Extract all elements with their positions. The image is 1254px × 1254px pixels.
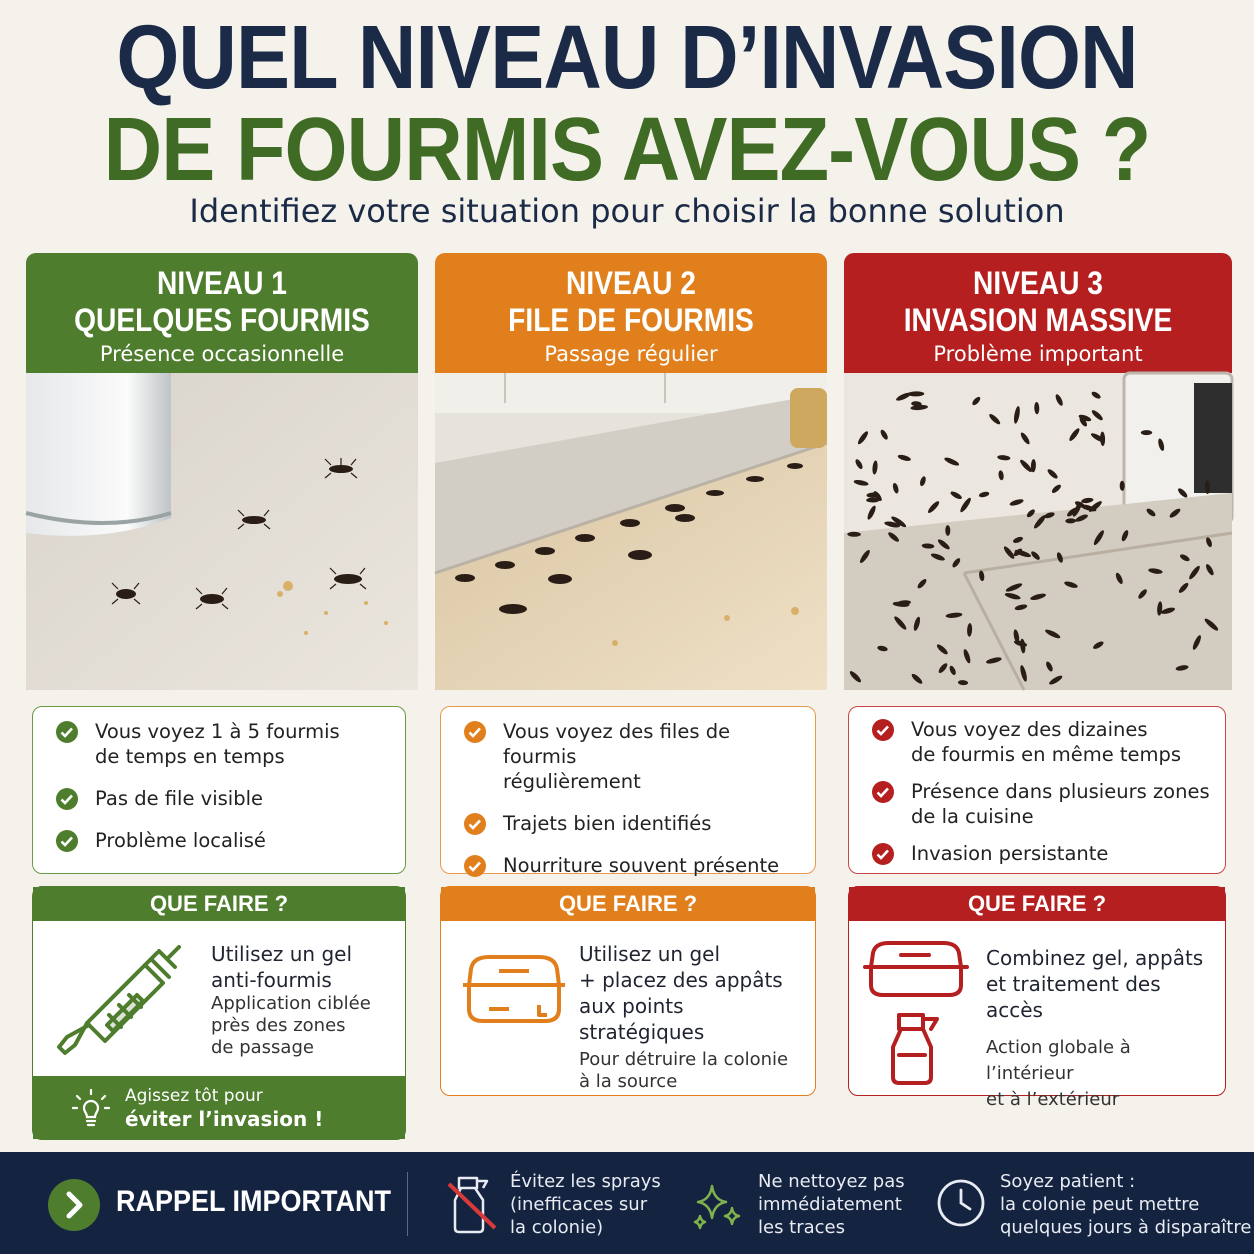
level-1-column [26, 253, 418, 1131]
title-line-1: QUEL NIVEAU D’INVASION [116, 8, 1138, 108]
check-circle-icon [871, 718, 895, 742]
todo-main: Utilisez un gel anti-fourmis [211, 942, 352, 992]
level-2-checklist [440, 706, 816, 877]
check-text: Invasion persistante [911, 842, 1109, 865]
check-circle-icon [55, 829, 79, 853]
check-text: Trajets bien identifiés [503, 812, 712, 835]
check-circle-icon [871, 842, 895, 866]
level-3-column [844, 253, 1232, 1110]
check-text: Problème localisé [95, 829, 266, 852]
check-text: Pas de file visible [95, 787, 263, 810]
reminder-item-3: Soyez patient : la colonie peut mettre quelques jours à disparaître [1000, 1171, 1252, 1238]
lightbulb-icon [69, 1086, 113, 1130]
level-3-todo-card [848, 886, 1226, 1110]
level-tagline: Problème important [933, 342, 1143, 366]
reminder-footer [0, 1152, 1254, 1254]
level-2-header [435, 253, 827, 373]
check-circle-icon [463, 720, 487, 744]
todo-title: QUE FAIRE ? [33, 887, 405, 921]
check-item [871, 779, 1211, 829]
todo-title: QUE FAIRE ? [441, 887, 815, 921]
tip-line-2: éviter l’invasion ! [125, 1107, 324, 1131]
level-number: NIVEAU 2 [566, 265, 696, 301]
check-item [55, 719, 391, 769]
check-text: Vous voyez des files de fourmis régulièrement [503, 720, 731, 793]
arrow-right-icon [48, 1179, 100, 1231]
reminder-item-1: Évitez les sprays (inefficaces sur la colonie) [510, 1171, 661, 1238]
reminder-title: RAPPEL IMPORTANT [116, 1185, 392, 1218]
no-spray-icon [445, 1172, 501, 1236]
bait-box-and-spray-icon [863, 937, 973, 1087]
level-3-header [844, 253, 1232, 373]
level-name: QUELQUES FOURMIS [74, 302, 370, 338]
level-1-todo-card [32, 886, 406, 1140]
todo-main: Utilisez un gel + placez des appâts aux points stratégiques [579, 942, 783, 1044]
check-text: Vous voyez 1 à 5 fourmis de temps en temps [95, 720, 340, 768]
check-circle-icon [463, 854, 487, 878]
check-item [871, 717, 1211, 767]
check-item [871, 841, 1211, 866]
level-number: NIVEAU 3 [973, 265, 1103, 301]
check-text: Nourriture souvent présente [503, 854, 780, 877]
todo-detail: Action globale à l’intérieur et à l’extérieur [986, 1037, 1131, 1110]
todo-title: QUE FAIRE ? [849, 887, 1225, 921]
sparkle-icon [690, 1178, 744, 1232]
todo-detail: Pour détruire la colonie à la source [579, 1049, 789, 1092]
check-item [55, 828, 391, 853]
level-2-todo-card [440, 886, 816, 1096]
check-item [463, 811, 801, 836]
check-circle-icon [463, 812, 487, 836]
ant-infestation-kitchen-photo [844, 373, 1232, 690]
check-item [55, 786, 391, 811]
level-number: NIVEAU 1 [157, 265, 287, 301]
bait-box-icon [459, 949, 569, 1039]
divider [407, 1172, 408, 1236]
syringe-gel-icon [47, 935, 187, 1065]
reminder-item-2: Ne nettoyez pas immédiatement les traces [758, 1171, 905, 1238]
level-3-checklist [848, 706, 1226, 874]
level-name: INVASION MASSIVE [903, 302, 1173, 338]
tip-banner [33, 1076, 405, 1139]
level-1-checklist [32, 706, 406, 874]
level-1-header [26, 253, 418, 373]
check-circle-icon [871, 780, 895, 804]
check-text: Vous voyez des dizaines de fourmis en même temps [911, 718, 1182, 766]
check-circle-icon [55, 787, 79, 811]
few-ants-on-counter-photo [26, 373, 418, 690]
todo-detail: Application ciblée près des zones de passage [211, 993, 371, 1058]
tip-line-1: Agissez tôt pour [125, 1086, 263, 1106]
check-item [463, 853, 801, 878]
clock-icon [936, 1178, 986, 1228]
check-item [463, 719, 801, 794]
level-name: FILE DE FOURMIS [508, 302, 754, 338]
check-circle-icon [55, 720, 79, 744]
check-text: Présence dans plusieurs zones de la cuisine [911, 780, 1210, 828]
ant-trail-along-wall-photo [435, 373, 827, 690]
level-tagline: Passage régulier [544, 342, 718, 366]
level-tagline: Présence occasionnelle [99, 342, 345, 366]
title-line-2: DE FOURMIS AVEZ-VOUS ? [103, 100, 1151, 200]
todo-main: Combinez gel, appâts et traitement des accès [986, 946, 1204, 1022]
level-2-column [435, 253, 827, 1092]
subtitle: Identifiez votre situation pour choisir la bonne solution [189, 192, 1065, 230]
